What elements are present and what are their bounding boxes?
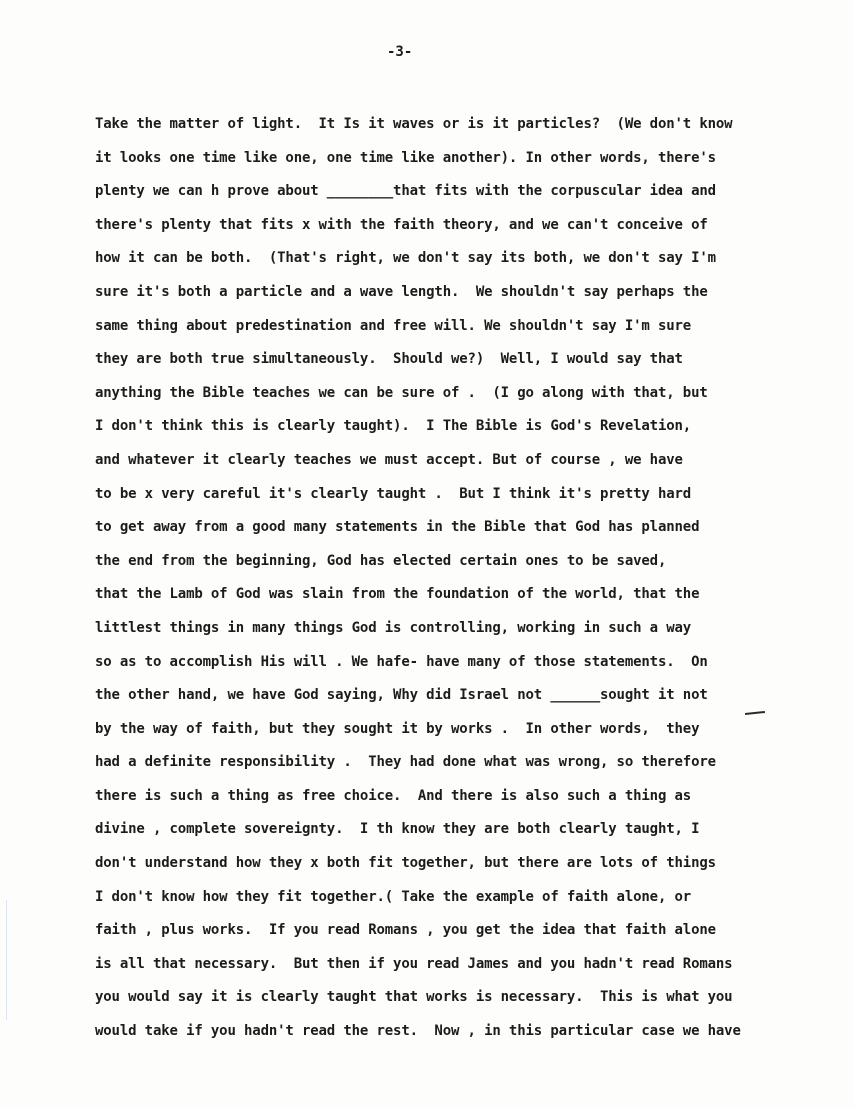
text-line: the other hand, we have God saying, Why did Israel not ______sought it not — [95, 687, 708, 704]
text-line: the end from the beginning, God has elected certain ones to be saved, — [95, 552, 667, 569]
text-line: how it can be both. (That's right, we don't say its both, we don't say I'm — [95, 250, 716, 267]
text-line: it looks one time like one, one time like another). In other words, there's — [95, 149, 716, 166]
text-line: sure it's both a particle and a wave length. We shouldn't say perhaps the — [95, 283, 708, 300]
text-line: faith , plus works. If you read Romans , you get the idea that faith alone — [95, 922, 716, 939]
text-line: so as to accomplish His will . We hafe- have many of those statements. On — [95, 653, 708, 670]
text-line: to be x very careful it's clearly taught . But I think it's pretty hard — [95, 485, 692, 502]
text-line: plenty we can h prove about ________that fits with the corpuscular idea and — [95, 183, 716, 200]
body-text — [95, 112, 741, 1053]
text-line: don't understand how they x both fit together, but there are lots of things — [95, 855, 716, 872]
text-line: anything the Bible teaches we can be sure of . (I go along with that, but — [95, 384, 708, 401]
text-line: and whatever it clearly teaches we must accept. But of course , we have — [95, 451, 683, 468]
text-line: to get away from a good many statements in the Bible that God has planned — [95, 519, 700, 536]
text-line: I don't think this is clearly taught). I The Bible is God's Revelation, — [95, 418, 692, 435]
text-line: littlest things in many things God is controlling, working in such a way — [95, 619, 692, 636]
text-line: divine , complete sovereignty. I th know they are both clearly taught, I — [95, 821, 700, 838]
text-line: had a definite responsibility . They had done what was wrong, so therefore — [95, 754, 716, 771]
text-line: Take the matter of light. It Is it waves or is it particles? (We don't know — [95, 116, 733, 132]
margin-pen-mark — [745, 711, 765, 715]
page-number: -3- — [387, 44, 413, 60]
text-line: I don't know how they fit together.( Take the example of faith alone, or — [95, 888, 692, 905]
text-line: would take if you hadn't read the rest. Now , in this particular case we have — [95, 1023, 741, 1040]
text-line: same thing about predestination and free will. We shouldn't say I'm sure — [95, 317, 692, 334]
text-line: you would say it is clearly taught that works is necessary. This is what you — [95, 989, 733, 1006]
text-line: there is such a thing as free choice. And there is also such a thing as — [95, 787, 692, 804]
text-line: by the way of faith, but they sought it by works . In other words, they — [95, 720, 700, 737]
text-line: there's plenty that fits x with the faith theory, and we can't conceive of — [95, 216, 708, 233]
text-line: they are both true simultaneously. Should we?) Well, I would say that — [95, 351, 683, 368]
scan-edge-line — [6, 900, 7, 1020]
text-line: is all that necessary. But then if you read James and you hadn't read Romans — [95, 955, 733, 972]
text-line: that the Lamb of God was slain from the foundation of the world, that the — [95, 586, 700, 603]
